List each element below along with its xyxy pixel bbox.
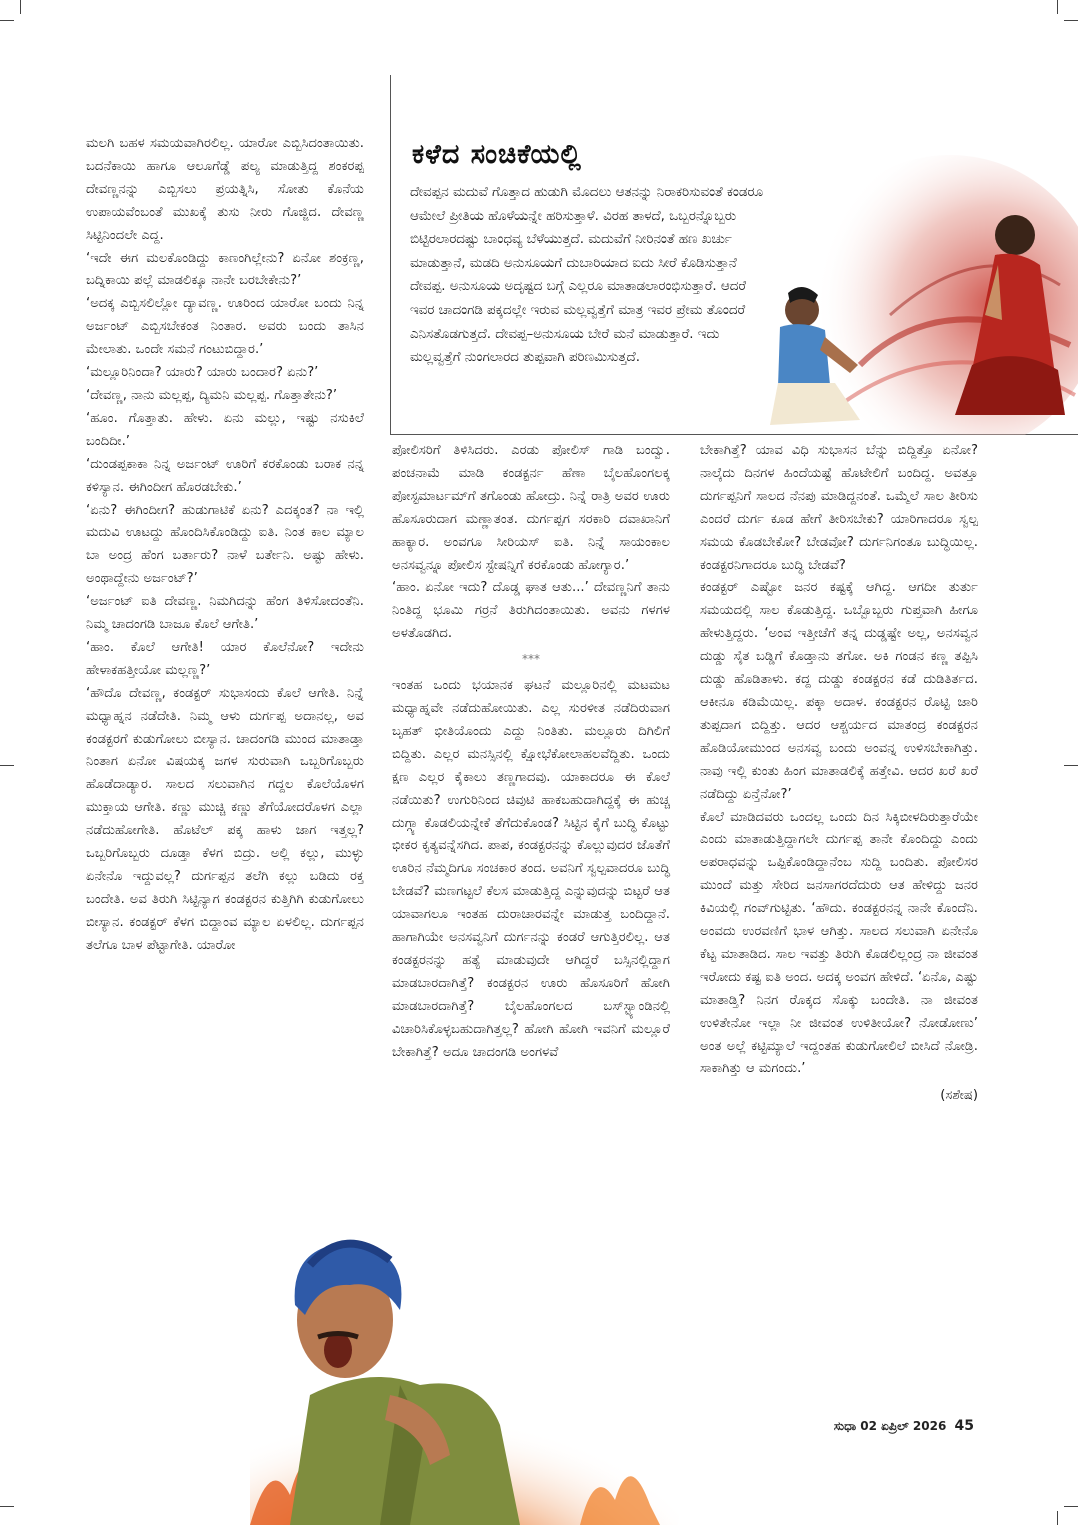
paragraph: ‘ಮಲ್ಲೂರಿನಿಂದಾ? ಯಾರು? ಯಾರು ಬಂದಾರ? ಏನು?’ [86, 365, 319, 381]
paragraph: ‘ಇದೇ ಈಗ ಮಲಕೊಂಡಿದ್ದು ಕಾಣಂಗಿಲ್ಲೇನು? ಏನೋ ಶಂಕ್ರಣ್ಣ, ಬದ್ನಿಕಾಯಿ ಪಲ್ಲೆ ಮಾಡಲಿಕ್ಕೂ ನಾನೇ ಬರಬೇಕೇನು?’ [86, 250, 364, 289]
paragraph: ಪೋಲಿಸರಿಗೆ ತಿಳಿಸಿದರು. ಎರಡು ಪೋಲಿಸ್ ಗಾಡಿ ಬಂದ್ವು. ಪಂಚನಾಮೆ ಮಾಡಿ ಕಂಡಕ್ಟರ್ನ ಹೆಣಾ ಬೈಲಹೊಂಗಲಕ್ಕ ಪೋಸ್ಟಮಾರ್ಟಮ್‌ಗೆ ತಗೊಂಡು ಹೋದ್ರು. ನಿನ್ನೆ ರಾತ್ರಿ ಅವರ ಊರು ಹೊಸೂರುದಾಗ ಮಣ್ಣಾತಂತ. ದುರ್ಗಪ್ಪಗ ಸರಕಾರಿ ದವಾಖಾನಿಗೆ ಹಾಕ್ಯಾರ. ಅಂವಗೂ ಸೀರಿಯಸ್ ಐತಿ. ನಿನ್ನೆ ಸಾಯಂಕಾಲ ಅನಸವ್ವನ್ನೂ ಪೋಲಿಸ ಸ್ಟೇಷನ್ನಿಗೆ ಕರಕೊಂಡು ಹೋಗ್ಯಾರ.’ [392, 443, 670, 573]
paragraph: ‘ಹಾಂ. ಏನೋ ಇದು? ದೊಡ್ಡ ಘಾತ ಆತು...’ ದೇವಣ್ಣನಿಗೆ ತಾನು ನಿಂತಿದ್ದ ಭೂಮಿ ಗರ್ರನೆ ತಿರುಗಿದಂತಾಯಿತು. ಅವನು ಗಳಗಳ ಅಳತೊಡಗಿದ. [392, 580, 670, 642]
paragraph: ಕಂಡಕ್ಟರ್ ಎಷ್ಟೋ ಜನರ ಕಷ್ಟಕ್ಕೆ ಆಗಿದ್ದ. ಆಗದೀ ತುರ್ತು ಸಮಯದಲ್ಲಿ ಸಾಲ ಕೊಡುತ್ತಿದ್ದ. ಒಬ್ಬೊಬ್ಬರು ಗುಪ್ತವಾಗಿ ಹೀಗೂ ಹೇಳುತ್ತಿದ್ದರು. ‘ಅಂವ ಇತ್ತೀಚೆಗೆ ತನ್ನ ದುಡ್ಡಷ್ಟೇ ಅಲ್ಲ, ಅನಸವ್ವನ ದುಡ್ಡು ಸೈತ ಬಡ್ಡಿಗೆ ಕೊಡ್ತಾನು ತಗೋ. ಅಕಿ ಗಂಡನ ಕಣ್ಣ ತಪ್ಪಿಸಿ ದುಡ್ಡು ಹೊಡಿತಾಳು. ಕದ್ದ ದುಡ್ಡು ಕಂಡಕ್ಟರನ ಕಡೆ ದುಡಿತಿರ್ತದ. ಆಕೀನೂ ಕಡಿಮೆಯಿಲ್ಲ. ಪಕ್ಕಾ ಅದಾಳ. ಕಂಡಕ್ಟರನ ರೊಟ್ಟಿ ಜಾರಿ ತುಪ್ಪದಾಗ ಬಿದ್ದಿತ್ತು. ಆದರ ಆಶ್ಚರ್ಯದ ಮಾತಂದ್ರ ಕಂಡಕ್ಟರನ ಹೊಡಿಯೋಮುಂದ ಅನಸವ್ವ ಬಂದು ಅಂವನ್ನ ಉಳಿಸಬೇಕಾಗಿತ್ತು. ನಾವು ಇಲ್ಲಿ ಕುಂತು ಹಿಂಗ ಮಾತಾಡಲಿಕ್ಕೆ ಹತ್ತೇವಿ. ಆದರ ಖರೆ ಖರೆ ನಡೆದಿದ್ದು ಏನ್ತೆನೋ?’ [700, 580, 978, 802]
article-column-2 [392, 440, 670, 1064]
recap-text: ದೇವಪ್ಪನ ಮದುವೆ ಗೊತ್ತಾದ ಹುಡುಗಿ ಮೊದಲು ಆತನನ್ನು ನಿರಾಕರಿಸುವಂತೆ ಕಂಡರೂ ಆಮೇಲೆ ಪ್ರೀತಿಯ ಹೊಳೆಯನ್ನೇ ಹರಿಸುತ್ತಾಳೆ. ವಿರಹ ತಾಳದೆ, ಒಬ್ಬರನ್ನೊಬ್ಬರು ಬಿಟ್ಟಿರಲಾರದಷ್ಟು ಬಾಂಧವ್ಯ ಬೆಳೆಯುತ್ತದೆ. ಮದುವೆಗೆ ನೀರಿನಂತೆ ಹಣ ಖರ್ಚು ಮಾಡುತ್ತಾನೆ, ಮಡದಿ ಅನುಸೂಯಗೆ ದುಬಾರಿಯಾದ ಐದು ಸೀರೆ ಕೊಡಿಸುತ್ತಾನೆ ದೇವಪ್ಪ. ಅನುಸೂಯ ಅದೃಷ್ಟದ ಬಗ್ಗೆ ಎಲ್ಲರೂ ಮಾತಾಡಲಾರಂಭಿಸುತ್ತಾರೆ. ಆದರೆ ಇವರ ಚಾದಂಗಡಿ ಪಕ್ಕದಲ್ಲೇ ಇರುವ ಮಲ್ಲವ್ವತ್ತೆಗೆ ಮಾತ್ರ ಇವರ ಪ್ರೇಮ ತೊಂದರೆ ಎನಿಸತೊಡಗುತ್ತದೆ. ದೇವಪ್ಪ–ಅನುಸೂಯ ಬೇರೆ ಮನೆ ಮಾಡುತ್ತಾರೆ. ಇದು ಮಲ್ಲವ್ವತ್ತೆಗೆ ನುಂಗಲಾರದ ತುಪ್ಪವಾಗಿ ಪರಿಣಮಿಸುತ್ತದೆ. [410, 185, 764, 366]
recap-title: ಕಳೆದ ಸಂಚಿಕೆಯಲ್ಲಿ [412, 139, 582, 170]
paragraph: ‘ಅರ್ಜಂಟ್ ಐತಿ ದೇವಣ್ಣ. ನಿಮಗಿದನ್ನು ಹೆಂಗ ತಿಳಿಸೋದಂತೆನಿ. ನಿಮ್ಮ ಚಾದಂಗಡಿ ಬಾಜೂ ಕೊಲೆ ಆಗೇತಿ.’ [86, 594, 364, 633]
crop-mark [1057, 1511, 1058, 1525]
recap-border-left [390, 75, 391, 435]
crop-mark [1064, 765, 1078, 766]
crop-mark [20, 0, 21, 14]
issue-label: ಸುಧಾ 02 ಏಪ್ರಿಲ್ 2026 [833, 1419, 947, 1433]
crop-mark [0, 20, 14, 21]
crop-mark [0, 1506, 14, 1507]
article-column-3 [700, 440, 978, 1108]
page-number: 45 [954, 1418, 974, 1434]
recap-box [390, 75, 1078, 435]
couple-illustration [740, 115, 1078, 435]
continued-label: (ಸಶೇಷ) [940, 1088, 978, 1104]
section-break: *** [522, 652, 540, 667]
paragraph: ‘ಏನು? ಈಗಿಂದೀಗ? ಹುಡುಗಾಟಿಕೆ ಏನು? ಎದಕ್ಕಂತ? ನಾ ಇಲ್ಲಿ ಮದುವಿ ಊಟದ್ದು ಹೊಂದಿಸಿಕೊಂಡಿದ್ದು ಐತಿ. ನಿಂತ ಕಾಲ ಮ್ಯಾಲ ಬಾ ಅಂದ್ರ ಹೆಂಗ ಬರ್ತಾರು? ನಾಳೆ ಬರ್ತೇನಿ. ಅಷ್ಟು ಹೇಳು. ಅಂಥಾದ್ದೇನು ಅರ್ಜಂಟ್?’ [86, 502, 364, 587]
paragraph: ‘ಹೂಂ. ಗೊತ್ತಾತು. ಹೇಳು. ಏನು ಮಲ್ಲು, ಇಷ್ಟು ನಸುಕಿಲೆ ಬಂದಿದೀ.’ [86, 410, 364, 449]
paragraph: ‘ದುಂಡಪ್ಪಕಾಕಾ ನಿನ್ನ ಅರ್ಜಂಟ್ ಊರಿಗೆ ಕರಕೊಂಡು ಬರಾಕ ನನ್ನ ಕಳಿಸ್ಯಾನ. ಈಗಿಂದೀಗ ಹೊರಡಬೇಕು.’ [86, 456, 364, 495]
crop-mark [1064, 1506, 1078, 1507]
paragraph: ಬೇಕಾಗಿತ್ತೆ? ಯಾವ ವಿಧಿ ಸುಭಾಸನ ಬೆನ್ನು ಬಿದ್ದಿತ್ತೊ ಏನೋ? ನಾಲ್ಕೆದು ದಿನಗಳ ಹಿಂದೆಯಷ್ಟೆ ಹೊಟೇಲಿಗೆ ಬಂದಿದ್ದ. ಅವತ್ತೂ ದುರ್ಗಪ್ಪನಿಗೆ ಸಾಲದ ನೆನಪು ಮಾಡಿದ್ದನಂತೆ. ಒಮ್ಮೆಲೆ ಸಾಲ ತೀರಿಸು ಎಂದರೆ ದುರ್ಗ ಕೂಡ ಹೇಗೆ ತೀರಿಸಬೇಕು? ಯಾರಿಗಾದರೂ ಸ್ವಲ್ಪ ಸಮಯ ಕೊಡಬೇಕೋ? ಬೇಡವೋ? ದುರ್ಗನಿಗಂತೂ ಬುದ್ಧಿಯಿಲ್ಲ. ಕಂಡಕ್ಟರನಿಗಾದರೂ ಬುದ್ಧಿ ಬೇಡವೆ? [700, 443, 978, 573]
page-footer [834, 1418, 974, 1434]
paragraph: ‘ಹೌದೊ ದೇವಣ್ಣ, ಕಂಡಕ್ಟರ್ ಸುಭಾಸಂದು ಕೊಲೆ ಆಗೇತಿ. ನಿನ್ನೆ ಮಧ್ಯಾಹ್ನನ ನಡೆದೇತಿ. ನಿಮ್ಮ ಆಳು ದುರ್ಗಪ್ಪ ಅದಾನಲ್ಲ, ಅವ ಕಂಡಕ್ಟರಗೆ ಕುಡುಗೋಲು ಬೀಸ್ಯಾನ. ಚಾದಂಗಡಿ ಮುಂದ ಮಾತಾಡ್ತಾ ನಿಂತಾಗ ಏನೋ ವಿಷಯಕ್ಕ ಜಗಳ ಸುರುವಾಗಿ ಒಬ್ಬರಿಗೊಬ್ಬರು ಹೊಡೆದಾಡ್ಯಾರ. ಸಾಲದ ಸಲುವಾಗಿನ ಗದ್ದಲ ಕೊಲೆಯೊಳಗ ಮುಕ್ತಾಯ ಆಗೇತಿ. ಕಣ್ಣು ಮುಚ್ಚಿ ಕಣ್ಣು ತೆಗೆಯೋದರೊಳಗ ಎಲ್ಲಾ ನಡೆದುಹೋಗೇತಿ. ಹೊಟೆಲ್ ಪಕ್ಕ ಹಾಳು ಜಾಗ ಇತ್ತಲ್ಲ? ಒಬ್ಬರಿಗೊಬ್ಬರು ದೂಡ್ತಾ ಕೆಳಗ ಬಿದ್ರು. ಅಲ್ಲಿ ಕಲ್ಲು, ಮುಳ್ಳು ಏನೇನೊ ಇದ್ದುವಲ್ಲ? ದುರ್ಗಪ್ಪನ ತಲೆಗಿ ಕಲ್ಲು ಬಡಿದು ರಕ್ತ ಬಂದೇತಿ. ಅವ ತಿರುಗಿ ಸಿಟ್ಟಿನ್ಯಾಗ ಕಂಡಕ್ಟರನ ಕುತ್ತಿಗಿಗಿ ಕುಡುಗೋಲು ಬೀಸ್ಯಾನ. ಕಂಡಕ್ಟರ್ ಕೆಳಗ ಬಿದ್ದಾಂವ ಮ್ಯಾಲ ಏಳಲಿಲ್ಲ. ದುರ್ಗಪ್ಪನ ತಲೆಗೂ ಬಾಳ ಪೆಟ್ಟಾಗೇತಿ. ಯಾರೋ [86, 685, 364, 953]
crop-mark [1064, 20, 1078, 21]
paragraph: ‘ಅದಕ್ಕ ಎಬ್ಬಿಸಲಿಲ್ಲೋ ದ್ಯಾವಣ್ಣ. ಊರಿಂದ ಯಾರೋ ಬಂದು ನಿನ್ನ ಅರ್ಜಂಟ್ ಎಬ್ಬಿಸಬೇಕಂತ ನಿಂತಾರ. ಅವರು ಬಂದು ತಾಸಿನ ಮೇಲಾತು. ಒಂದೇ ಸಮನೆ ಗಂಟುಬಿದ್ದಾರ.’ [86, 296, 364, 358]
crop-mark [1057, 0, 1058, 14]
paragraph: ‘ದೇವಣ್ಣ, ನಾನು ಮಲ್ಲಪ್ಪ, ದ್ಯಿಮನಿ ಮಲ್ಲಪ್ಪ. ಗೊತ್ತಾತೇನು?’ [86, 387, 338, 403]
paragraph: ಕೊಲೆ ಮಾಡಿದವರು ಒಂದಲ್ಲ ಒಂದು ದಿನ ಸಿಕ್ಕಿಬೀಳದಿರುತ್ತಾರೆಯೇ ಎಂದು ಮಾತಾಡುತ್ತಿದ್ದಾಗಲೇ ದುರ್ಗಪ್ಪ ತಾನೇ ಕೊಂದಿದ್ದು ಎಂದು ಅಪರಾಧವನ್ನು ಒಪ್ಪಿಕೊಂಡಿದ್ದಾನೆಂಬ ಸುದ್ದಿ ಬಂದಿತು. ಪೋಲಿಸರ ಮುಂದೆ ಮತ್ತು ಸೇರಿದ ಜನಸಾಗರದೆದುರು ಆತ ಹೇಳಿದ್ದು ಜನರ ಕಿವಿಯಲ್ಲಿ ಗಂವ್‌ಗುಟ್ಟಿತು. ‘ಹೌದು. ಕಂಡಕ್ಟರನನ್ನ ನಾನೇ ಕೊಂದೆನಿ. ಅಂವದು ಉರವಣಿಗೆ ಭಾಳ ಆಗಿತ್ತು. ಸಾಲದ ಸಲುವಾಗಿ ಏನೇನೊ ಕೆಟ್ಟ ಮಾತಾಡಿದ. ಸಾಲ ಇವತ್ತು ತಿರುಗಿ ಕೊಡಲಿಲ್ಲಂದ್ರ ನಾ ಜೀವಂತ ಇರೋದು ಕಷ್ಟ ಐತಿ ಅಂದ. ಅದಕ್ಕ ಅಂವಗ ಹೇಳಿದೆ. ‘ಏನೊ, ಎಷ್ಟು ಮಾತಾಡ್ತಿ? ನಿನಗ ರೊಕ್ಕದ ಸೊಕ್ಕು ಬಂದೇತಿ. ನಾ ಜೀವಂತ ಉಳಿತೇನೋ ಇಲ್ಲಾ ನೀ ಜೀವಂತ ಉಳಿತೀಯೋ? ನೋಡೋಣು’ ಅಂತ ಅಲ್ಲೆ ಕಟ್ಟಿಮ್ಯಾಲೆ ಇದ್ದಂತಹ ಕುಡುಗೋಲಿಲೆ ಬೀಸಿದೆ ನೋಡ್ರಿ. ಸಾಕಾಗಿತ್ತು ಆ ಮಗಂದು.’ [700, 809, 978, 1077]
article-column-1 [86, 133, 364, 958]
paragraph: ಮಲಗಿ ಬಹಳ ಸಮಯವಾಗಿರಲಿಲ್ಲ. ಯಾರೋ ಎಬ್ಬಿಸಿದಂತಾಯಿತು. ಬದನೆಕಾಯಿ ಹಾಗೂ ಆಲೂಗೆಡ್ಡೆ ಪಲ್ಯ ಮಾಡುತ್ತಿದ್ದ ಶಂಕರಪ್ಪ ದೇವಣ್ಣನನ್ನು ಎಬ್ಬಿಸಲು ಪ್ರಯತ್ನಿಸಿ, ಸೋತು ಕೊನೆಯ ಉಪಾಯವೆಂಬಂತೆ ಮುಖಕ್ಕೆ ತುಸು ನೀರು ಗೊಜ್ಜಿದ. ದೇವಣ್ಣ ಸಿಟ್ಟಿನಿಂದಲೇ ಎದ್ದ. [86, 136, 364, 243]
paragraph: ಇಂತಹ ಒಂದು ಭಯಾನಕ ಘಟನೆ ಮಲ್ಲೂರಿನಲ್ಲಿ ಮಟಮಟ ಮಧ್ಯಾಹ್ನವೇ ನಡೆದುಹೋಯಿತು. ಎಲ್ಲ ಸುರಳೀತ ನಡೆದಿರುವಾಗ ಬೃಹತ್ ಭೀತಿಯೊಂದು ಎದ್ದು ನಿಂತಿತು. ಮಲ್ಲೂರು ದಿಗಿಲಿಗೆ ಬಿದ್ದಿತು. ಎಲ್ಲರ ಮನಸ್ಸಿನಲ್ಲಿ ಕ್ಷೋಭೆಕೋಲಾಹಲವೆದ್ದಿತು. ಒಂದು ಕ್ಷಣ ಎಲ್ಲರ ಕೈಕಾಲು ತಣ್ಣಗಾದವು. ಯಾಕಾದರೂ ಈ ಕೊಲೆ ನಡೆಯಿತು? ಉಗುರಿನಿಂದ ಚಿವುಟಿ ಹಾಕಬಹುದಾಗಿದ್ದಕ್ಕೆ ಈ ಹುಚ್ಚ ದುಗ್ಗ್ಯಾ ಕೊಡಲಿಯನ್ನೇಕೆ ತೆಗೆದುಕೊಂಡ? ಸಿಟ್ಟಿನ ಕೈಗೆ ಬುದ್ಧಿ ಕೊಟ್ಟು ಭೀಕರ ಕೃತ್ಯವನ್ನೆಸಗಿದ. ಪಾಪ, ಕಂಡಕ್ಟರನನ್ನು ಕೊಲ್ಲುವುದರ ಜೊತೆಗೆ ಊರಿನ ನೆಮ್ಮದಿಗೂ ಸಂಚಕಾರ ತಂದ. ಅವನಿಗೆ ಸ್ವಲ್ಪವಾದರೂ ಬುದ್ಧಿ ಬೇಡವೆ? ಮಣಗಟ್ಟಲೆ ಕೆಲಸ ಮಾಡುತ್ತಿದ್ದ ಎನ್ನುವುದನ್ನು ಬಿಟ್ಟರೆ ಆತ ಯಾವಾಗಲೂ ಇಂತಹ ದುರಾಚಾರವನ್ನೇ ಮಾಡುತ್ತ ಬಂದಿದ್ದಾನೆ. ಹಾಗಾಗಿಯೇ ಅನಸವ್ವನಿಗೆ ದುರ್ಗನನ್ನು ಕಂಡರೆ ಆಗುತ್ತಿರಲಿಲ್ಲ. ಆತ ಕಂಡಕ್ಟರನನ್ನು ಹತ್ಯೆ ಮಾಡುವುದೇ ಆಗಿದ್ದರೆ ಬಸ್ಸಿನಲ್ಲಿದ್ದಾಗ ಮಾಡಬಾರದಾಗಿತ್ತೆ? ಕಂಡಕ್ಟರನ ಊರು ಹೊಸೂರಿಗೆ ಹೋಗಿ ಮಾಡಬಾರದಾಗಿತ್ತೆ? ಬೈಲಹೊಂಗಲದ ಬಸ್‌ಸ್ಟ್ಯಾಂಡಿನಲ್ಲಿ ವಿಚಾರಿಸಿಕೊಳ್ಳಬಹುದಾಗಿತ್ತಲ್ಲ? ಹೋಗಿ ಹೋಗಿ ಇವನಿಗೆ ಮಲ್ಲೂರೆ ಬೇಕಾಗಿತ್ತೆ? ಅದೂ ಚಾದಂಗಡಿ ಅಂಗಳವೆ [392, 678, 670, 1060]
paragraph: ‘ಹಾಂ. ಕೊಲೆ ಆಗೇತಿ! ಯಾರ ಕೊಲೆನೋ? ಇದೇನು ಹೇಳಾಕಹತ್ತೀಯೋ ಮಲ್ಲಣ್ಣ?’ [86, 639, 364, 678]
angry-man-fire-illustration [250, 1225, 690, 1525]
crop-mark [0, 765, 14, 766]
